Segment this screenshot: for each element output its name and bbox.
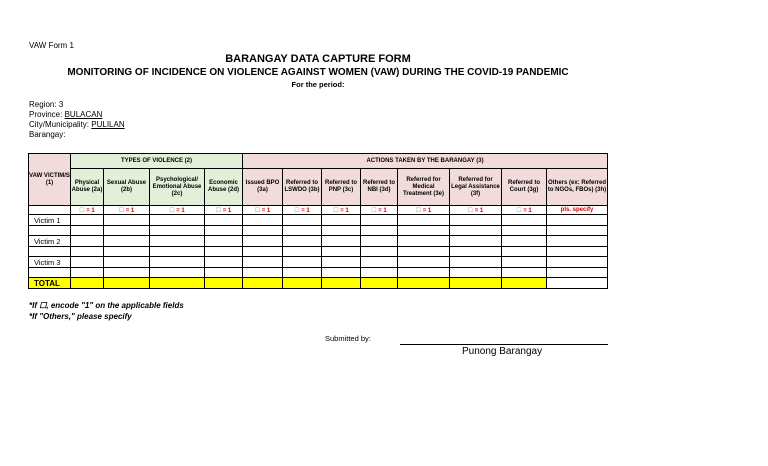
group-header-row <box>29 154 608 169</box>
checkbox-icon: ☐ <box>79 207 85 214</box>
encode-hint: ☐ = 1 <box>450 206 502 215</box>
victim-row <box>29 257 608 268</box>
period-label: For the period: <box>291 80 345 89</box>
encode-hint: ☐ = 1 <box>283 206 322 215</box>
signatory-name: Punong Barangay <box>462 346 543 357</box>
checkbox-icon: ☐ <box>415 207 422 214</box>
column-header: Others (ex: Referred to NGOs, FBOs) (3h) <box>547 169 608 206</box>
column-header: Sexual Abuse (2b) <box>104 169 150 206</box>
region-line <box>29 100 63 110</box>
checkbox-icon: ☐ <box>118 207 125 214</box>
region-label: Region: <box>29 100 57 109</box>
city-label: City/Municipality: <box>29 120 90 129</box>
column-header: Referred for Medical Treatment (3e) <box>398 169 450 206</box>
checkbox-icon: ☐ <box>254 207 261 214</box>
encode-hint: ☐ = 1 <box>502 206 547 215</box>
encode-hint: ☐ = 1 <box>398 206 450 215</box>
victim-column-header: VAW VICTIM/S (1) <box>29 154 71 206</box>
column-header: Referred to LSWDO (3b) <box>283 169 322 206</box>
vaw-data-table <box>28 153 608 289</box>
encode-hint: ☐ = 1 <box>361 206 398 215</box>
form-subtitle: MONITORING OF INCIDENCE ON VIOLENCE AGAINST WOMEN (VAW) DURING THE COVID-19 PANDEMIC <box>67 67 569 78</box>
actions-taken-header: ACTIONS TAKEN BY THE BARANGAY (3) <box>243 154 608 169</box>
column-header: Referred to Court (3g) <box>502 169 547 206</box>
column-header: Physical Abuse (2a) <box>71 169 104 206</box>
checkbox-icon: ☐ <box>215 207 222 214</box>
encode-hint: ☐ = 1 <box>71 206 104 215</box>
checkbox-icon: ☐ <box>333 207 339 214</box>
encode-blank-cell <box>29 206 71 215</box>
encode-instruction-row <box>29 206 608 215</box>
column-header: Issued BPO (3a) <box>243 169 283 206</box>
column-header: Referred to NBI (3d) <box>361 169 398 206</box>
victim-subrow <box>29 247 608 257</box>
column-header: Referred to PNP (3c) <box>322 169 361 206</box>
encode-hint-others: pls. specify <box>547 206 608 215</box>
checkbox-icon: ☐ <box>371 207 377 214</box>
barangay-line <box>29 130 65 140</box>
checkbox-icon: ☐ <box>516 207 522 214</box>
checkbox-icon: ☐ <box>294 207 300 214</box>
column-header: Psychological/ Emotional Abuse (2c) <box>150 169 205 206</box>
total-label: TOTAL <box>29 278 71 289</box>
victim-label: Victim 1 <box>29 215 71 226</box>
region-value: 3 <box>58 100 64 109</box>
form-code: VAW Form 1 <box>29 41 74 50</box>
barangay-label: Barangay: <box>29 130 66 139</box>
encode-hint: ☐ = 1 <box>150 206 205 215</box>
column-header: Economic Abuse (2d) <box>205 169 243 206</box>
note-encode: *If ☐, encode "1" on the applicable fields <box>29 301 184 310</box>
checkbox-icon: ☐ <box>169 207 175 214</box>
victim-row <box>29 236 608 247</box>
victim-row <box>29 215 608 226</box>
types-of-violence-header: TYPES OF VIOLENCE (2) <box>71 154 243 169</box>
encode-hint: ☐ = 1 <box>104 206 150 215</box>
city-line <box>29 120 125 130</box>
note-others: *If "Others," please specify <box>29 312 132 321</box>
victim-rows <box>29 215 608 278</box>
signature-line <box>400 344 608 345</box>
submitted-by-label: Submitted by: <box>325 334 371 343</box>
victim-subrow <box>29 226 608 236</box>
victim-label: Victim 3 <box>29 257 71 268</box>
province-value: BULACAN <box>64 110 103 119</box>
encode-hint: ☐ = 1 <box>322 206 361 215</box>
form-title: BARANGAY DATA CAPTURE FORM <box>225 53 411 65</box>
column-header: Referred for Legal Assistance (3f) <box>450 169 502 206</box>
checkbox-icon: ☐ <box>467 207 474 214</box>
city-value: PULILAN <box>91 120 125 129</box>
province-label: Province: <box>29 110 63 119</box>
province-line <box>29 110 102 120</box>
encode-hint: ☐ = 1 <box>243 206 283 215</box>
column-header-row <box>29 169 608 206</box>
total-row <box>29 278 608 289</box>
encode-hint: ☐ = 1 <box>205 206 243 215</box>
victim-subrow <box>29 268 608 278</box>
victim-label: Victim 2 <box>29 236 71 247</box>
